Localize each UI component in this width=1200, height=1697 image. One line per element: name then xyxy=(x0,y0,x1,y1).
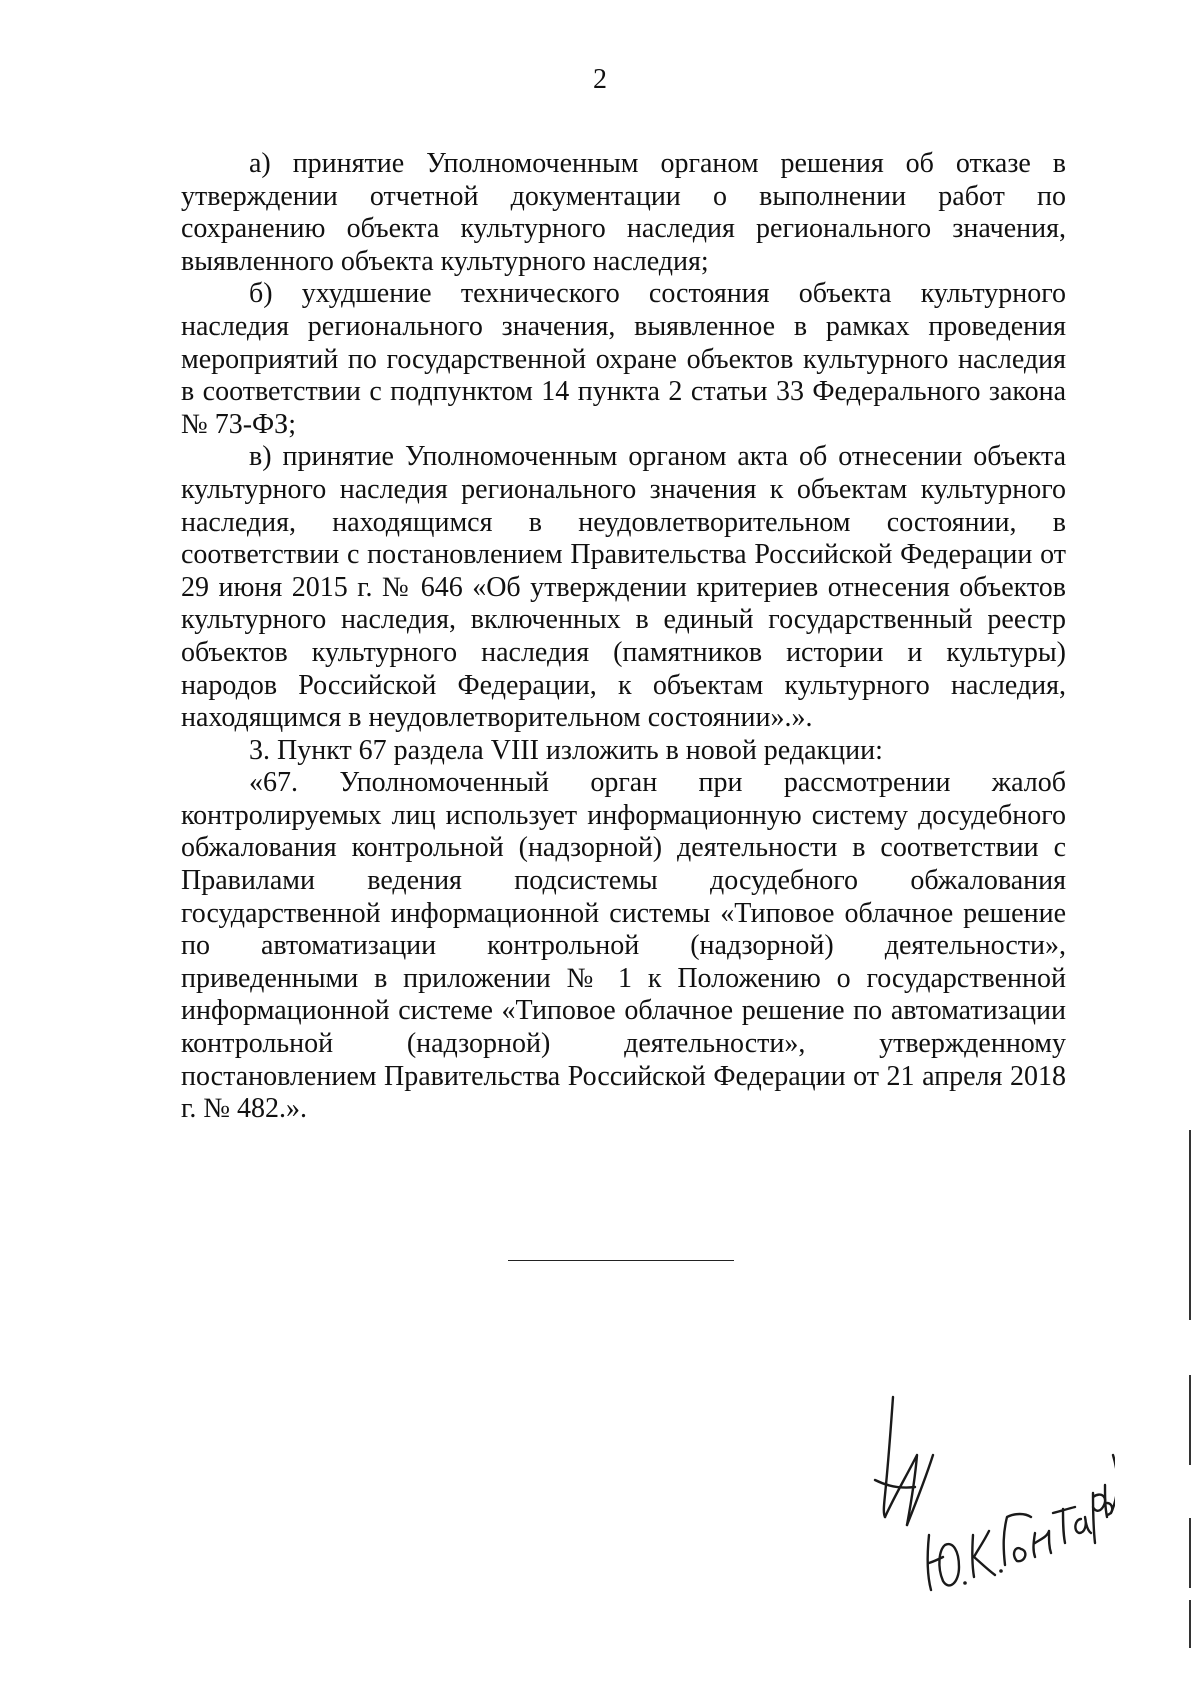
document-body xyxy=(181,148,1066,1126)
scan-edge-marks xyxy=(1188,1130,1192,1650)
page-number: 2 xyxy=(593,64,607,95)
paragraph-a: а) принятие Уполномоченным органом решения об отказе в утверждении отчетной документации о выполнении работ по сохранению объекта культурного наследия регионального значения, выявленного объекта культурного наследия; xyxy=(181,148,1066,277)
end-separator-line xyxy=(508,1260,734,1261)
paragraph-item-3: 3. Пункт 67 раздела VIII изложить в новой редакции: xyxy=(249,734,883,766)
paragraph-b: б) ухудшение технического состояния объекта культурного наследия регионального значения, выявленное в рамках проведения мероприятий по государственной охране объектов культурного наследия в соответствии с подпунктом 14 пункта 2 статьи 33 Федерального закона № 73-ФЗ; xyxy=(181,278,1066,440)
handwritten-signature xyxy=(855,1385,1115,1615)
paragraph-item-67: «67. Уполномоченный орган при рассмотрении жалоб контролируемых лиц использует информационную систему досудебного обжалования контрольной (надзорной) деятельности в соответствии с Правилами ведения подсистемы досудебного обжалования государственной информационной системы «Типовое облачное решение по автоматизации контрольной (надзорной) деятельности», приведенными в приложении № 1 к Положению о государственной информационной системе «Типовое облачное решение по автоматизации контрольной (надзорной) деятельности», утвержденному постановлением Правительства Российской Федерации от 21 апреля 2018 г. № 482.». xyxy=(181,767,1066,1125)
paragraph-v: в) принятие Уполномоченным органом акта об отнесении объекта культурного наследия регионального значения к объектам культурного наследия, находящимся в неудовлетворительном состоянии, в соответствии с постановлением Правительства Российской Федерации от 29 июня 2015 г. № 646 «Об утверждении критериев отнесения объектов культурного наследия, включенных в единый государственный реестр объектов культурного наследия (памятников истории и культуры) народов Российской Федерации, к объектам культурного наследия, находящимся в неудовлетворительном состоянии».». xyxy=(181,441,1066,734)
